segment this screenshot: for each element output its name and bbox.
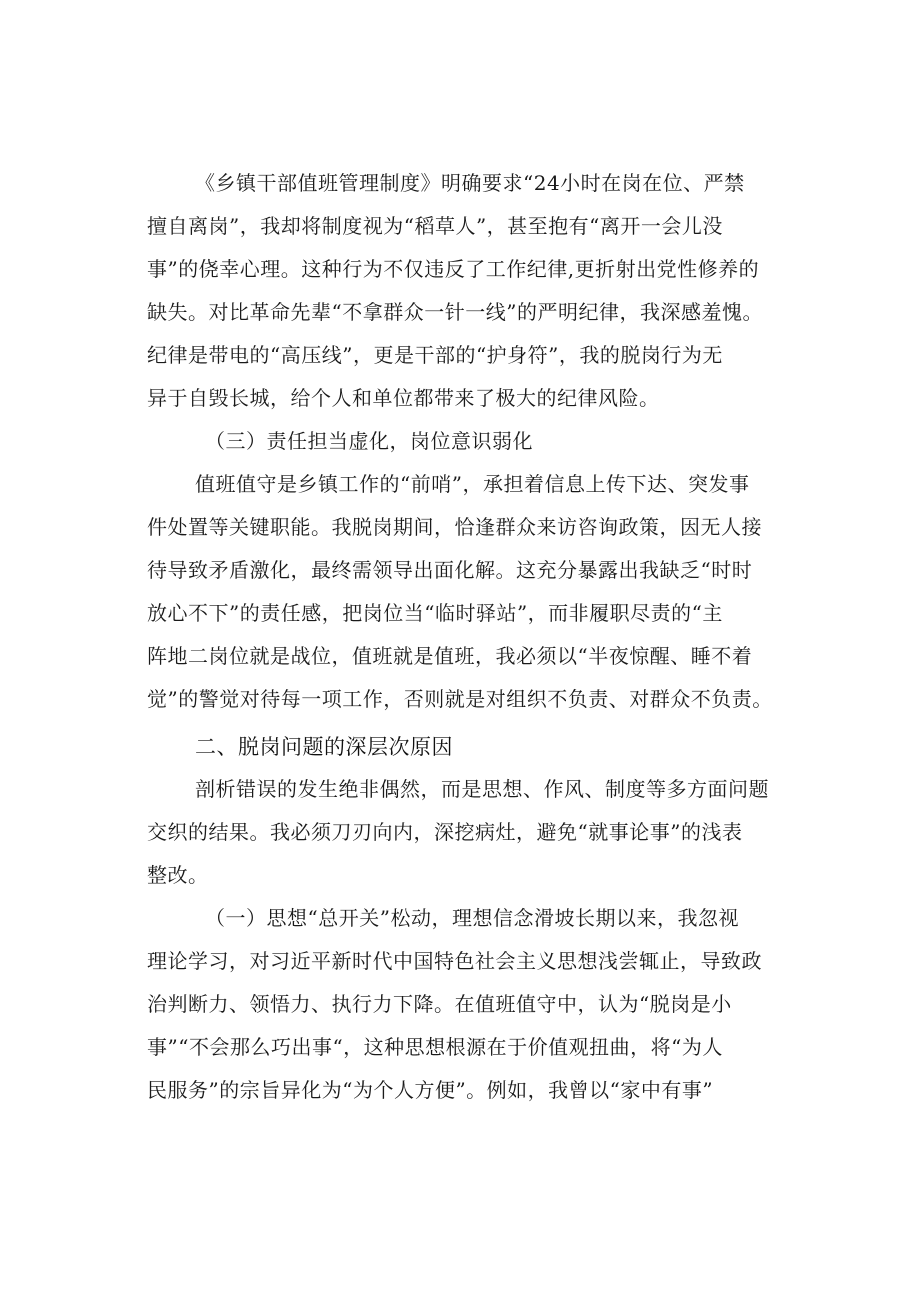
paragraph-line: 阵地二岗位就是战位，值班就是值班，我必须以“半夜惊醒、睡不着 <box>147 644 753 668</box>
paragraph-line: 整改。 <box>147 863 209 887</box>
paragraph-line: 民服务”的宗旨异化为“为个人方便”。例如，我曾以“家中有事” <box>147 1078 714 1102</box>
paragraph-line: 缺失。对比革命先辈“不拿群众一针一线”的严明纪律，我深感羞愧。 <box>147 300 763 324</box>
paragraph-line: 放心不下”的责任感，把岗位当“临时驿站”，而非履职尽责的“主 <box>147 601 723 625</box>
paragraph-line: 交织的结果。我必须刀刃向内，深挖病灶，避免“就事论事”的浅表 <box>147 820 743 844</box>
paragraph-line: 值班值守是乡镇工作的“前哨”，承担着信息上传下达、突发事 <box>195 472 750 496</box>
paragraph-line: 治判断力、领悟力、执行力下降。在值班值守中，认为“脱岗是小 <box>147 992 732 1016</box>
paragraph-line: 《乡镇干部值班管理制度》明确要求“24小时在岗在位、严禁 <box>195 171 745 195</box>
paragraph-line: 剖析错误的发生绝非偶然，而是思想、作风、制度等多方面问题 <box>195 777 769 801</box>
paragraph-line: 待导致矛盾激化，最终需领导出面化解。这充分暴露出我缺乏“时时 <box>147 558 753 582</box>
paragraph-line: 理论学习，对习近平新时代中国特色社会主义思想浅尝辄止，导致政 <box>147 949 762 973</box>
paragraph-line: 纪律是带电的“高压线”，更是干部的“护身符”，我的脱岗行为无 <box>147 343 723 367</box>
paragraph-line: 觉”的警觉对待每一项工作，否则就是对组织不负责、对群众不负责。 <box>147 687 773 711</box>
paragraph-line: 擅自离岗”，我却将制度视为“稻草人”，甚至抱有“离开一会儿没 <box>147 214 723 238</box>
paragraph-line: 事”的侥幸心理。这种行为不仅违反了工作纪律,更折射出党性修养的 <box>147 257 760 281</box>
paragraph-line: 件处置等关键职能。我脱岗期间，恰逢群众来访咨询政策，因无人接 <box>147 515 762 539</box>
section-heading: 二、脱岗问题的深层次原因 <box>195 735 453 759</box>
paragraph-line: （一）思想“总开关”松动，理想信念滑坡长期以来，我忽视 <box>205 906 739 930</box>
paragraph-line: 异于自毁长城，给个人和单位都带来了极大的纪律风险。 <box>147 386 660 410</box>
paragraph-line: 事”“不会那么巧出事“，这种思想根源在于价值观扭曲，将“为人 <box>147 1035 723 1059</box>
section-subheading: （三）责任担当虚化，岗位意识弱化 <box>205 429 533 453</box>
